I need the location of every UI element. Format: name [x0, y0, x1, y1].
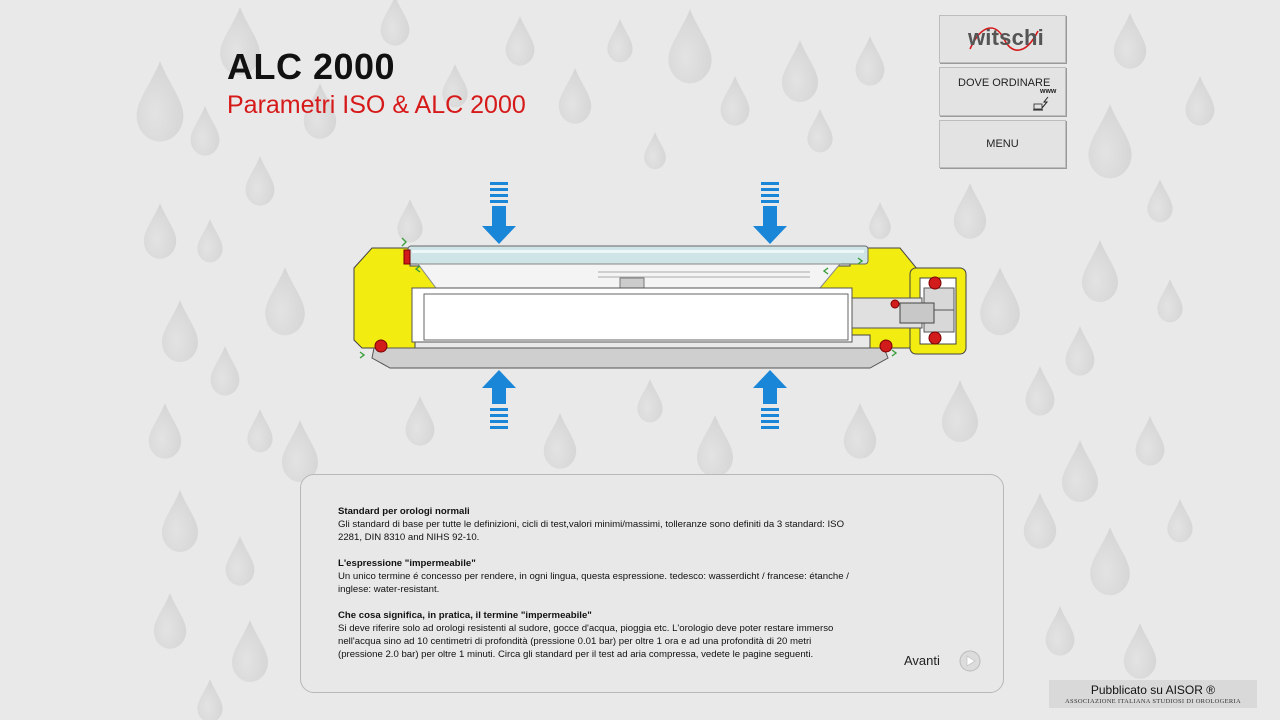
- pressure-arrow-bottom-left: [482, 370, 516, 429]
- next-label: Avanti: [904, 653, 940, 668]
- menu-label: MENU: [986, 138, 1019, 150]
- logo-text: witschi: [968, 25, 1044, 50]
- section-body-expression: Un unico termine é concesso per rendere, in ogni lingua, questa espressione. tedesco: wasserdicht / francese: étanche / inglese: water-resistant.: [338, 571, 849, 595]
- publisher-text: Pubblicato su AISOR ®: [1090, 683, 1216, 697]
- pressure-arrow-bottom-right: [753, 370, 787, 429]
- where-to-order-button[interactable]: [939, 67, 1066, 116]
- info-text: [338, 505, 858, 674]
- page-title: ALC 2000: [227, 46, 396, 87]
- section-heading-meaning: Che cosa significa, in pratica, il termine "impermeabile": [338, 610, 592, 621]
- pressure-arrow-top-left: [482, 182, 516, 244]
- association-text: ASSOCIAZIONE ITALIANA STUDIOSI DI OROLOGERIA: [1065, 698, 1241, 705]
- play-circle-icon: [959, 650, 981, 672]
- computer-icon: [1032, 96, 1056, 112]
- movement: [412, 288, 852, 342]
- menu-button[interactable]: [939, 120, 1066, 168]
- section-heading-expression: L'espressione "impermeabile": [338, 558, 476, 569]
- info-panel: [300, 474, 1004, 693]
- crystal: [408, 246, 868, 264]
- section-heading-standards: Standard per orologi normali: [338, 506, 470, 517]
- where-to-order-label: DOVE ORDINARE: [958, 77, 1051, 89]
- case-back: [372, 348, 888, 368]
- pressure-arrow-top-right: [753, 182, 787, 244]
- aisor-publisher-badge: [1049, 680, 1257, 708]
- www-badge: www: [1040, 88, 1057, 95]
- watch-case-cross-section-diagram: [340, 170, 990, 440]
- witschi-logo-button[interactable]: [939, 15, 1066, 63]
- page-subtitle: Parametri ISO & ALC 2000: [227, 91, 526, 119]
- section-body-meaning: Si deve riferire solo ad orologi resistenti al sudore, gocce d'acqua, pioggia etc. L'orologio deve poter restare immerso nell'acqua sino ad 10 centimetri di profondità (pressione 0.01 bar) per oltre 1 ora e ad una profondità di 20 metri (pressione 2.0 bar) per oltre 1 minuti. Circa gli standard per il test ad aria compressa, vedete le pagine seguenti.: [338, 623, 834, 660]
- section-body-standards: Gli standard di base per tutte le definizioni, cicli di test,valori minimi/massimi, tolleranze sono definiti da 3 standard: ISO 2281, DIN 8310 and NIHS 92-10.: [338, 519, 845, 543]
